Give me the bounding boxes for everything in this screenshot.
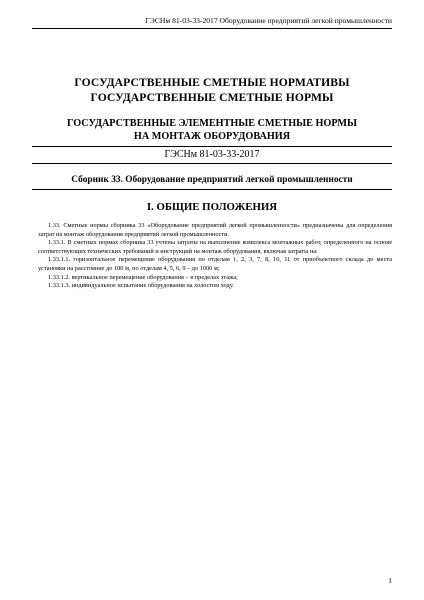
body-text [38,222,392,291]
header-rule [32,28,392,29]
paragraph: 1.33.1.1. горизонтальное перемещение оборудования по отделам 1, 2, 3, 7, 8, 10, 11 от приобъектного склада до места установки на расстояние до 100 м, по отделам 4, 5, 6, 9 – до 1000 м; [38,256,392,272]
paragraph: 1.33.1. В сметных нормах сборника 33 учтены затраты на выполнение комплекса монтажных работ, определенного на основе соответствующих технических требований и инструкций на монтаж оборудования, включая затраты на: [38,239,392,255]
section-heading: I. ОБЩИЕ ПОЛОЖЕНИЯ [146,201,278,213]
collection-title: Сборник 33. Оборудование предприятий легкой промышленности [71,175,353,185]
title-line-2: ГОСУДАРСТВЕННЫЕ СМЕТНЫЕ НОРМЫ [90,91,334,104]
document-subtitle [32,117,392,143]
paragraph: 1.33. Сметные нормы сборника 33 «Оборудование предприятий легкой промышленности» предназначены для определения затрат на монтаж оборудования предприятий легкой промышленности. [38,222,392,238]
norm-code: ГЭСНм 81-03-33-2017 [32,146,392,164]
title-line-1: ГОСУДАРСТВЕННЫЕ СМЕТНЫЕ НОРМАТИВЫ [74,76,350,89]
paragraph: 1.33.1.2. вертикальное перемещение оборудования – в пределах этажа; [48,273,238,281]
document-title [32,75,392,105]
collection-rule [32,189,392,190]
paragraph: 1.33.1.3. индивидуальное испытание оборудования на холостом ходу. [48,282,234,290]
subtitle-line-2: НА МОНТАЖ ОБОРУДОВАНИЯ [133,131,291,142]
page-number: 1 [388,576,392,585]
subtitle-line-1: ГОСУДАРСТВЕННЫЕ ЭЛЕМЕНТНЫЕ СМЕТНЫЕ НОРМЫ [67,118,357,129]
running-header: ГЭСНм 81-03-33-2017 Оборудование предприятий легкой промышленности [145,16,392,25]
